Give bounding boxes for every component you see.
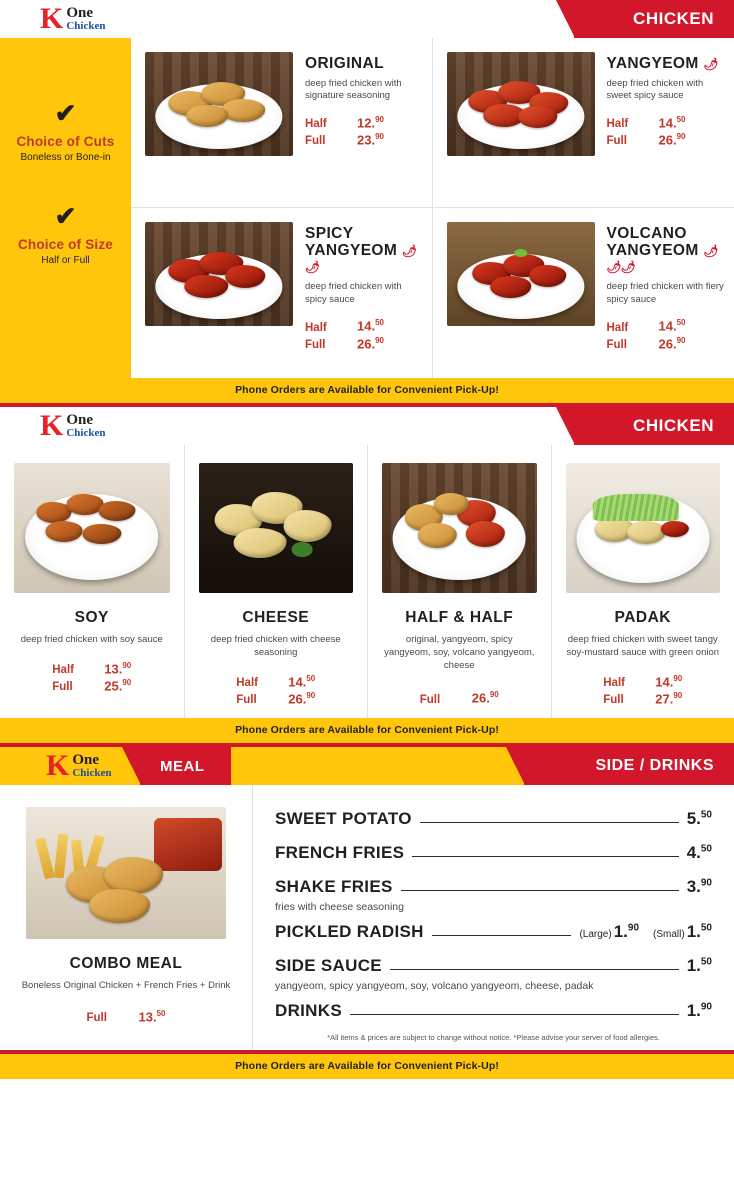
chili-icon: 🌶🌶 [305, 243, 417, 275]
brand-logo-mid [40, 411, 105, 441]
price-cents: 90 [676, 335, 686, 345]
logo-word-chicken: Chicken [66, 427, 106, 439]
item-photo-padak [566, 463, 721, 593]
section1-header-bar [0, 0, 734, 38]
checkmark-icon: ✔ [54, 98, 77, 128]
item-description: deep fried chicken with sweet tangy soy-mustard sauce with green onion [566, 634, 720, 658]
item-description: original, yangyeom, spicy yangyeom, soy, volcano yangyeom, cheese [384, 634, 535, 671]
section2-header-bar [0, 407, 734, 445]
price-dollars: 26. [658, 132, 677, 148]
price-label: Full [606, 135, 627, 148]
price-label: Full [236, 694, 257, 707]
menu-item [131, 38, 433, 208]
item-description: deep fried chicken with fiery spicy sauce [606, 281, 724, 305]
price-dollars: 23. [357, 132, 376, 148]
price-dollars: 14. [658, 115, 677, 131]
item-photo-cheese [199, 463, 354, 593]
price-cents: 90 [122, 678, 132, 688]
item-description: deep fried chicken with soy sauce [20, 634, 163, 645]
brand-logo-top [40, 4, 105, 34]
price-label: Half [305, 321, 327, 334]
price-label: Half [305, 118, 327, 131]
item-name: PADAK [614, 609, 671, 626]
item-name [607, 226, 725, 276]
price-cents: 90 [375, 114, 384, 124]
leader-line [432, 935, 572, 936]
section-chicken-2 [0, 445, 734, 718]
logo-letter-k: K [40, 2, 63, 35]
price-dollars: 26. [288, 691, 307, 707]
price-label: Half [606, 321, 629, 334]
item-prices [236, 674, 315, 709]
price-label: Half [606, 118, 629, 131]
price-dollars: 26. [658, 335, 677, 351]
choice-cuts-title: Choice of Cuts [16, 134, 115, 149]
price-dollars: 1. [686, 956, 701, 976]
price-dollars: 27. [655, 691, 674, 707]
section-meal-sides [0, 785, 734, 1050]
choice-size-title: Choice of Size [17, 237, 114, 252]
logo-word-one: One [66, 412, 94, 428]
choice-cuts [16, 100, 114, 163]
price-cents: 90 [676, 132, 686, 142]
price-cents: 90 [627, 922, 640, 934]
price-dollars: 14. [655, 673, 674, 689]
price-dollars: 5. [686, 809, 701, 829]
sides-list [253, 785, 734, 1050]
chili-icon: 🌶🌶🌶 [606, 243, 718, 275]
price-cents: 90 [700, 1001, 712, 1013]
size-tag-small: (Small) [653, 929, 685, 941]
item-name: ORIGINAL [305, 55, 384, 72]
logo-word-chicken: Chicken [66, 20, 106, 32]
side-name: FRENCH FRIES [275, 843, 405, 863]
price-cents: 50 [375, 318, 384, 328]
price-cents: 50 [156, 1009, 166, 1019]
section2-title: CHICKEN [574, 407, 734, 445]
logo-word-one: One [66, 5, 94, 21]
leader-line [401, 890, 679, 891]
item-name: CHEESE [242, 609, 310, 626]
item-photo-yangyeom [447, 52, 595, 156]
choice-size [18, 203, 113, 266]
item-photo-half-and-half [382, 463, 537, 593]
price-dollars: 13. [138, 1009, 157, 1025]
item-name-text: YANGYEOM [606, 55, 699, 72]
logo-letter-k: K [40, 409, 63, 442]
side-price [687, 809, 712, 829]
phone-order-bar-2: Phone Orders are Available for Convenient Pick-Up! [0, 718, 734, 743]
item-prices [607, 115, 725, 148]
item-name [305, 226, 422, 276]
price-label: Full [603, 694, 624, 707]
item-prices [607, 318, 725, 351]
item-description: deep fried chicken with cheese seasoning [210, 634, 341, 658]
price-dollars: 14. [288, 673, 307, 689]
item-photo-spicy-yangyeom [145, 222, 293, 326]
item-prices [420, 690, 499, 707]
side-price [687, 877, 712, 897]
price-cents: 50 [676, 318, 686, 328]
price-label: Full [52, 681, 73, 694]
item-description: deep fried chicken with signature seasoning [305, 77, 402, 102]
item-prices [52, 661, 131, 696]
price-cents: 90 [306, 690, 316, 700]
price-cents: 50 [306, 673, 316, 683]
price-dollars: 14. [658, 318, 677, 334]
side-name: DRINKS [275, 1001, 342, 1021]
tab-side-drinks[interactable]: SIDE / DRINKS [524, 747, 734, 785]
item-photo-combo-meal [26, 807, 226, 939]
price-label: Full [305, 135, 326, 148]
price-cents: 90 [375, 335, 384, 345]
menu-item [131, 208, 433, 378]
price-label: Full [419, 693, 441, 706]
item-description: Boneless Original Chicken + French Fries + Drink [21, 980, 231, 992]
price-cents: 50 [700, 843, 712, 855]
item-name: SOY [74, 609, 109, 626]
chili-icon: 🌶 [703, 57, 718, 71]
price-dollars: 12. [357, 115, 376, 131]
side-item [275, 922, 712, 942]
item-photo-original [145, 52, 293, 156]
side-price-small [653, 922, 712, 942]
item-prices [305, 318, 422, 351]
choice-size-sub: Half or Full [41, 255, 90, 266]
phone-order-bar-3: Phone Orders are Available for Convenient Pick-Up! [0, 1054, 734, 1079]
price-dollars: 1. [686, 922, 701, 942]
price-cents: 90 [673, 690, 683, 700]
item-photo-soy [14, 463, 170, 593]
section1-title: CHICKEN [574, 0, 734, 38]
checkmark-icon: ✔ [54, 201, 77, 231]
menu-item [0, 445, 184, 718]
price-cents: 50 [700, 956, 712, 968]
price-cents: 90 [375, 132, 384, 142]
side-description: fries with cheese seasoning [275, 901, 404, 914]
menu-item [184, 445, 368, 718]
side-price [687, 843, 712, 863]
price-cents: 50 [700, 922, 712, 934]
price-dollars: 26. [357, 335, 376, 351]
side-price [687, 1001, 712, 1021]
menu-grid-chicken-2 [0, 445, 734, 718]
leader-line [412, 856, 678, 857]
leader-line [350, 1014, 679, 1015]
side-description: yangyeom, spicy yangyeom, soy, volcano yangyeom, cheese, padak [275, 980, 594, 993]
section3-wrap [0, 747, 734, 785]
menu-item [433, 208, 734, 378]
combo-meal-card [0, 785, 253, 1050]
price-dollars: 1. [686, 1001, 701, 1021]
side-item [275, 809, 712, 829]
logo-word-one: One [72, 752, 100, 769]
logo-word-chicken: Chicken [72, 767, 112, 780]
section3-header-bar [0, 747, 734, 785]
price-label: Half [236, 676, 258, 689]
item-description: deep fried chicken with sweet spicy sauce [606, 77, 704, 102]
side-price-large [579, 922, 639, 942]
item-photo-volcano-yangyeom [447, 222, 595, 326]
item-prices [603, 674, 682, 709]
item-name-text: VOLCANO YANGYEOM [606, 225, 699, 259]
side-price [687, 956, 712, 976]
side-item [275, 877, 712, 897]
price-dollars: 3. [686, 877, 701, 897]
menu-item [551, 445, 734, 718]
choice-cuts-sub: Boneless or Bone-in [20, 152, 111, 163]
choices-column [0, 38, 131, 378]
side-name: SIDE SAUCE [275, 956, 382, 976]
price-cents: 90 [673, 673, 683, 683]
price-label: Full [305, 338, 326, 351]
price-dollars: 4. [686, 843, 701, 863]
price-label: Full [606, 338, 627, 351]
item-name-text: SPICY YANGYEOM [305, 225, 398, 259]
price-cents: 90 [700, 877, 712, 889]
side-item [275, 843, 712, 863]
item-name: HALF & HALF [405, 609, 514, 626]
menu-grid-chicken-1 [131, 38, 734, 378]
disclaimer-text: *All items & prices are subject to change without notice. *Please advise your server of food allergies. [327, 1033, 660, 1043]
leader-line [420, 822, 679, 823]
item-description: deep fried chicken with spicy sauce [305, 281, 402, 305]
menu-item [433, 38, 734, 208]
price-dollars: 1. [613, 922, 628, 942]
logo-letter-k: K [46, 749, 69, 783]
side-item [275, 956, 712, 976]
price-label: Full [86, 1012, 107, 1025]
price-label: Half [52, 664, 74, 677]
price-cents: 50 [676, 114, 686, 124]
price-dollars: 14. [357, 318, 376, 334]
price-cents: 90 [122, 660, 132, 670]
brand-logo-bottom [46, 751, 111, 781]
price-label: Half [603, 676, 625, 689]
item-prices [305, 115, 422, 148]
item-name [607, 56, 725, 73]
side-name: PICKLED RADISH [275, 922, 424, 942]
size-tag-large: (Large) [579, 929, 612, 941]
price-dollars: 25. [104, 678, 123, 694]
price-cents: 90 [489, 690, 499, 700]
section-chicken-1 [0, 38, 734, 378]
price-dollars: 26. [471, 690, 490, 706]
side-name: SWEET POTATO [275, 809, 412, 829]
item-prices [87, 1009, 166, 1026]
menu-item [367, 445, 551, 718]
phone-order-bar-1: Phone Orders are Available for Convenient Pick-Up! [0, 378, 734, 403]
price-cents: 50 [700, 809, 712, 821]
side-item [275, 1001, 712, 1021]
leader-line [390, 969, 679, 970]
side-name: SHAKE FRIES [275, 877, 393, 897]
item-name: COMBO MEAL [69, 955, 183, 973]
tab-meal[interactable]: MEAL [140, 747, 231, 785]
price-dollars: 13. [104, 661, 123, 677]
